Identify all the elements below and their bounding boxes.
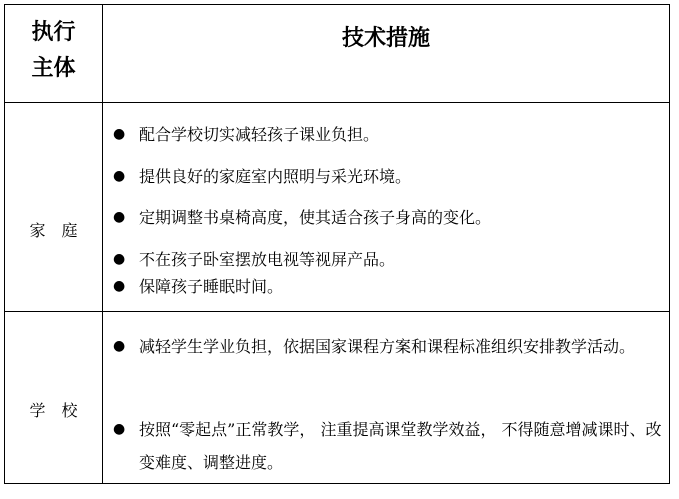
list-item bbox=[113, 118, 663, 151]
bullet-icon: ● bbox=[113, 168, 126, 184]
list-item bbox=[113, 160, 663, 193]
row-actor-family: 家庭 bbox=[29, 221, 94, 240]
header-actor-line2: 主体 bbox=[31, 56, 76, 81]
measure-text: 不在孩子卧室摆放电视等视屏产品。 bbox=[139, 250, 396, 269]
list-item bbox=[113, 330, 663, 363]
list-item bbox=[113, 201, 663, 234]
bullet-icon: ● bbox=[113, 338, 126, 354]
measure-text: 按照“零起点”正常教学， 注重提高课堂教学效益， 不得随意增减课时、改变难度、调整进度。 bbox=[139, 420, 662, 472]
bullet-icon: ● bbox=[113, 209, 126, 225]
bullet-icon: ● bbox=[113, 421, 126, 437]
bullet-icon: ● bbox=[113, 126, 126, 142]
measure-text: 定期调整书桌椅高度，使其适合孩子身高的变化。 bbox=[139, 208, 492, 227]
header-divider bbox=[5, 102, 669, 103]
measure-text: 配合学校切实减轻孩子课业负担。 bbox=[139, 125, 380, 144]
column-divider bbox=[102, 5, 103, 483]
list-item bbox=[113, 270, 663, 303]
list-item bbox=[113, 413, 663, 479]
header-actor-line1: 执行 bbox=[31, 20, 76, 45]
measures-table bbox=[4, 4, 670, 484]
row-divider bbox=[5, 311, 669, 312]
header-actor bbox=[5, 15, 102, 87]
bullet-icon: ● bbox=[113, 251, 126, 267]
measure-text: 提供良好的家庭室内照明与采光环境。 bbox=[139, 167, 412, 186]
header-measures: 技术措施 bbox=[341, 26, 430, 51]
measure-text: 减轻学生学业负担，依据国家课程方案和课程标准组织安排教学活动。 bbox=[139, 337, 636, 356]
row-actor-school: 学校 bbox=[29, 401, 94, 420]
bullet-icon: ● bbox=[113, 278, 126, 294]
measure-text: 保障孩子睡眠时间。 bbox=[139, 277, 284, 296]
